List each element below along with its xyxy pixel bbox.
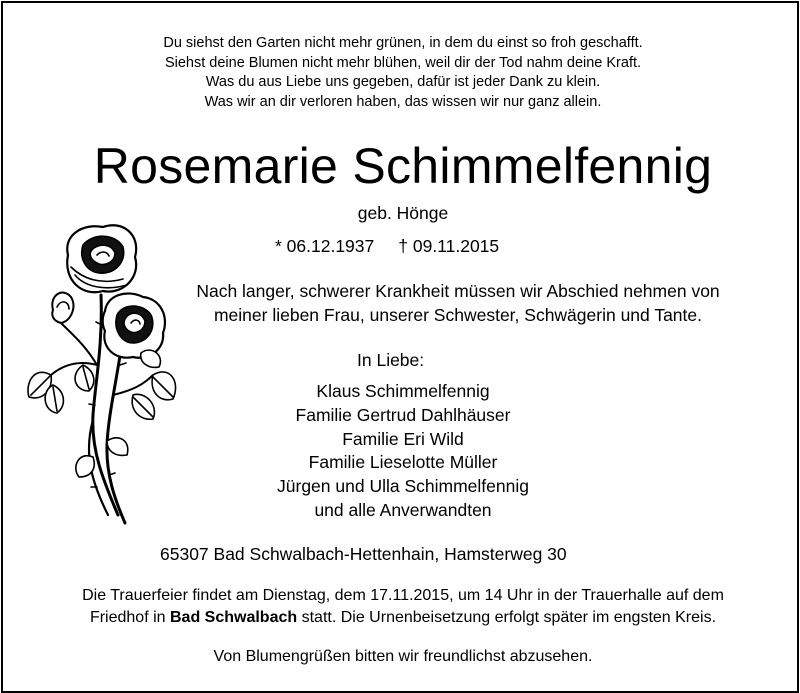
mourner-name: Familie Lieselotte Müller [308,452,498,473]
poem-line: Was wir an dir verloren haben, das wissen wir nur ganz allein. [204,93,602,110]
intro-line: Nach langer, schwerer Krankheit müssen wir Abschied nehmen von [196,281,720,301]
birth-date: * 06.12.1937 [275,236,375,256]
funeral-text: Friedhof in [89,609,170,626]
deceased-name: Rosemarie Schimmelfennig [93,138,713,194]
memorial-poem [3,34,800,112]
poem-line: Siehst deine Blumen nicht mehr blühen, weil dir der Tod nahm deine Kraft. [164,54,642,71]
cemetery-location: Bad Schwalbach [170,609,298,626]
mourners-list [203,380,603,523]
in-liebe-heading: In Liebe: [357,350,425,370]
mourner-name: Familie Eri Wild [342,428,464,449]
mourner-name: Familie Gertrud Dahlhäuser [295,404,511,425]
intro-text [153,279,763,327]
rose-illustration-icon [23,215,183,533]
closing-note: Von Blumengrüßen bitten wir freundlichst abzusehen. [213,648,593,665]
death-date: † 09.11.2015 [398,236,500,256]
poem-line: Was du aus Liebe uns gegeben, dafür ist jeder Dank zu klein. [205,74,601,91]
obituary-notice [1,1,799,693]
intro-line: meiner lieben Frau, unserer Schwester, Schwägerin und Tante. [213,305,702,325]
birth-name: geb. Hönge [357,203,449,223]
life-dates [275,235,499,257]
funeral-details [3,585,800,629]
funeral-text: statt. Die Urnenbeisetzung erfolgt später im engsten Kreis. [297,609,717,626]
mourner-name: und alle Anverwandten [314,499,492,520]
funeral-line: Die Trauerfeier findet am Dienstag, dem 17.11.2015, um 14 Uhr in der Trauerhalle auf dem [82,587,724,604]
mourner-name: Klaus Schimmelfennig [316,381,490,401]
family-address: 65307 Bad Schwalbach-Hettenhain, Hamsterweg 30 [160,544,567,564]
mourner-name: Jürgen und Ulla Schimmelfennig [277,476,529,497]
funeral-line [3,607,800,629]
poem-line: Du siehst den Garten nicht mehr grünen, in dem du einst so froh geschafft. [163,35,643,51]
